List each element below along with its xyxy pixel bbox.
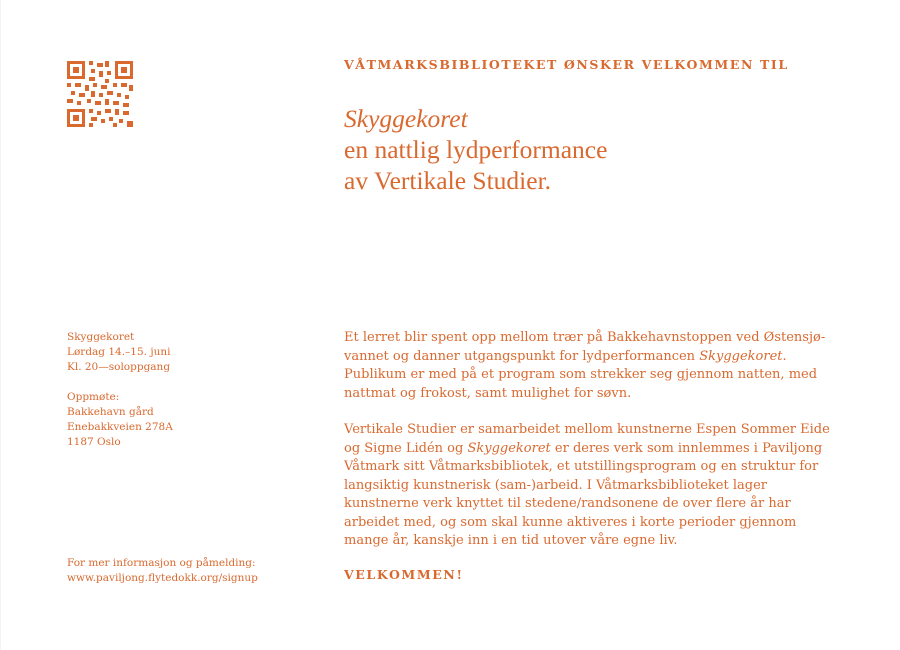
description-paragraph: Vertikale Studier er samarbeidet mellom kunstnerne Espen Sommer Eide og Signe Lidén og Skyggekoret er deres verk som innlemmes i Paviljong Våtmark sitt Våtmarksbibliotek, et utstillingsprogram og en struktur for langsiktig kunstnerisk (sam-)arbeid. I Våtmarksbiblioteket lager kunstnerne verk knyttet til stedene/randsonene de over flere år har arbeidet med, og som skal kunne aktiveres i korte perioder gjennom mange år, kanskje inn i en tid utover våre egne liv.: [344, 422, 830, 548]
meeting-label: Oppmøte:: [67, 391, 120, 403]
work-title-inline: Skyggekoret: [699, 348, 783, 364]
venue-name: Bakkehavn gård: [67, 406, 154, 418]
work-title: Skyggekoret: [344, 104, 468, 133]
signup-link[interactable]: www.paviljong.flytedokk.org/signup: [67, 572, 258, 584]
venue-street: Enebakkveien 278A: [67, 421, 173, 433]
header-kicker: VÅTMARKSBIBLIOTEKET ØNSKER VELKOMMEN TIL: [344, 57, 789, 72]
event-time: Kl. 20—soloppgang: [67, 361, 171, 373]
venue-postal: 1187 Oslo: [67, 436, 121, 448]
closing-welcome: VELKOMMEN!: [344, 567, 464, 582]
title-artist-line: av Vertikale Studier.: [344, 166, 552, 195]
work-title-inline: Skyggekoret: [467, 440, 551, 456]
event-date: Lørdag 14.–15. juni: [67, 346, 171, 358]
signup-label: For mer informasjon og påmelding:: [67, 557, 256, 569]
description: [344, 329, 844, 569]
event-title: [344, 103, 607, 196]
title-subtitle-line: en nattlig lydperformance: [344, 135, 608, 164]
description-paragraph: Et lerret blir spent opp mellom trær på Bakkehavnstoppen ved Østensjøvannet og danner utgangspunkt for lydperformancen Skyggekoret. Publikum er med på et program som strekker seg gjennom natten, med nattmat og frokost, samt mulighet for søvn.: [344, 330, 826, 401]
event-details: [67, 330, 173, 450]
event-name: Skyggekoret: [67, 331, 135, 343]
qr-code-icon[interactable]: [67, 61, 133, 127]
signup-info: [67, 556, 258, 586]
